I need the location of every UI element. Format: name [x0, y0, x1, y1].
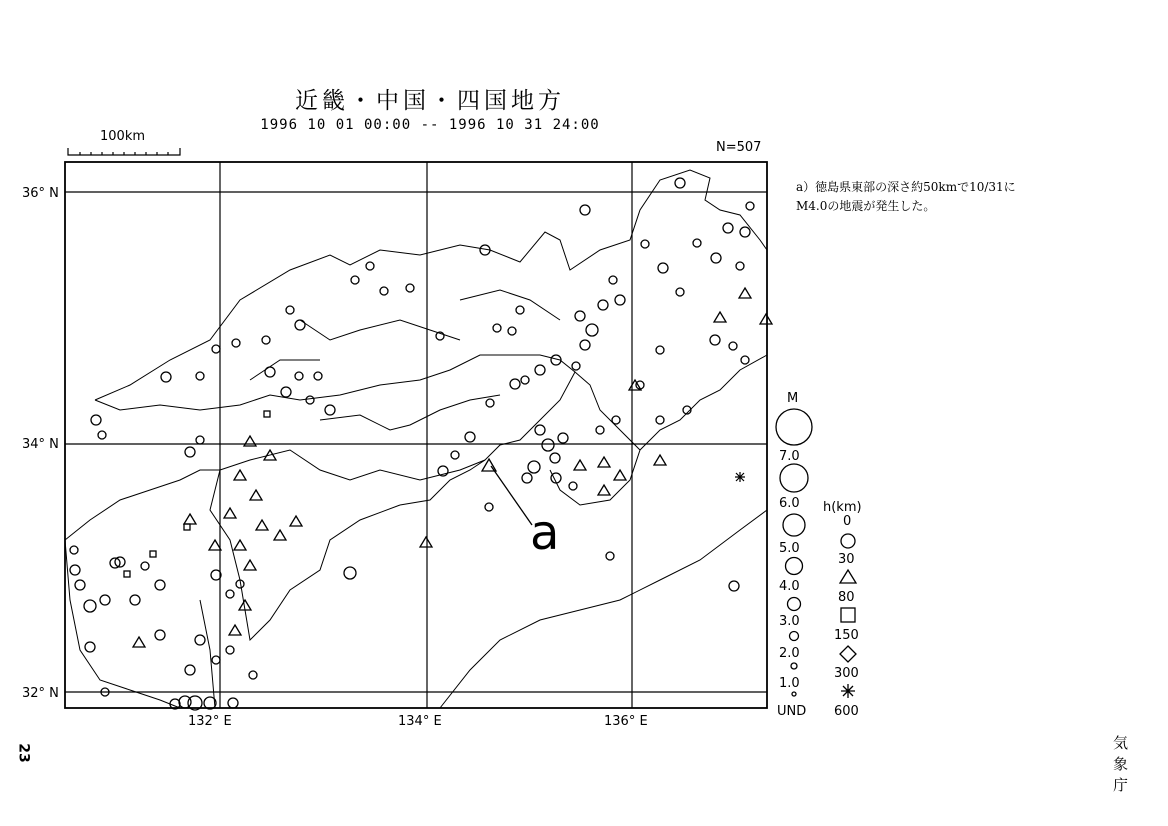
asterisk-icon: [841, 684, 855, 698]
depth-legend-title: h(km): [823, 500, 862, 515]
epicenter-asterisk: [735, 472, 745, 482]
magnitude-label-7: 7.0: [779, 449, 800, 464]
magnitude-label-6: 6.0: [779, 496, 800, 511]
magnitude-legend: [776, 391, 812, 719]
magnitude-label-4: 4.0: [779, 579, 800, 594]
annotation-letter-a: a: [530, 505, 560, 561]
map-frame: [65, 162, 767, 708]
page-number: 23: [15, 743, 32, 763]
depth-label-30: 30: [838, 552, 855, 567]
event-count: N=507: [716, 140, 762, 155]
magnitude-label-und: UND: [777, 704, 807, 719]
map-title: 近畿・中国・四国地方: [295, 88, 565, 114]
epicenter-squares: [124, 411, 270, 577]
note-line-2: M4.0の地震が発生した。: [796, 199, 936, 213]
note-line-1: a）徳島県東部の深さ約50kmで10/31に: [796, 180, 1016, 194]
lat-label-32: 32° N: [22, 686, 59, 701]
diamond-icon: [840, 646, 856, 662]
triangle-icon: [840, 570, 856, 583]
depth-label-300: 300: [834, 666, 859, 681]
graticule: [65, 162, 767, 708]
magnitude-legend-title: M: [787, 391, 799, 406]
coastlines: [65, 170, 767, 708]
lat-label-36: 36° N: [22, 186, 59, 201]
magnitude-label-3: 3.0: [779, 614, 800, 629]
scale-bar: [68, 148, 180, 155]
lon-label-136: 136° E: [604, 714, 648, 729]
depth-label-600: 600: [834, 704, 859, 719]
circle-icon: [841, 534, 855, 548]
lon-label-134: 134° E: [398, 714, 442, 729]
depth-label-0: 0: [843, 514, 852, 529]
magnitude-label-1: 1.0: [779, 676, 800, 691]
date-range: 1996 10 01 00:00 -- 1996 10 31 24:00: [260, 117, 600, 133]
scale-bar-label: 100km: [100, 129, 146, 144]
depth-legend: [823, 500, 862, 719]
square-icon: [841, 608, 855, 622]
depth-label-150: 150: [834, 628, 859, 643]
agency-name: 気象庁: [1111, 735, 1129, 798]
magnitude-label-2: 2.0: [779, 646, 800, 661]
magnitude-label-5: 5.0: [779, 541, 800, 556]
lat-label-34: 34° N: [22, 437, 59, 452]
lon-label-132: 132° E: [188, 714, 232, 729]
depth-label-80: 80: [838, 590, 855, 605]
annotation-pointer: [491, 466, 532, 525]
